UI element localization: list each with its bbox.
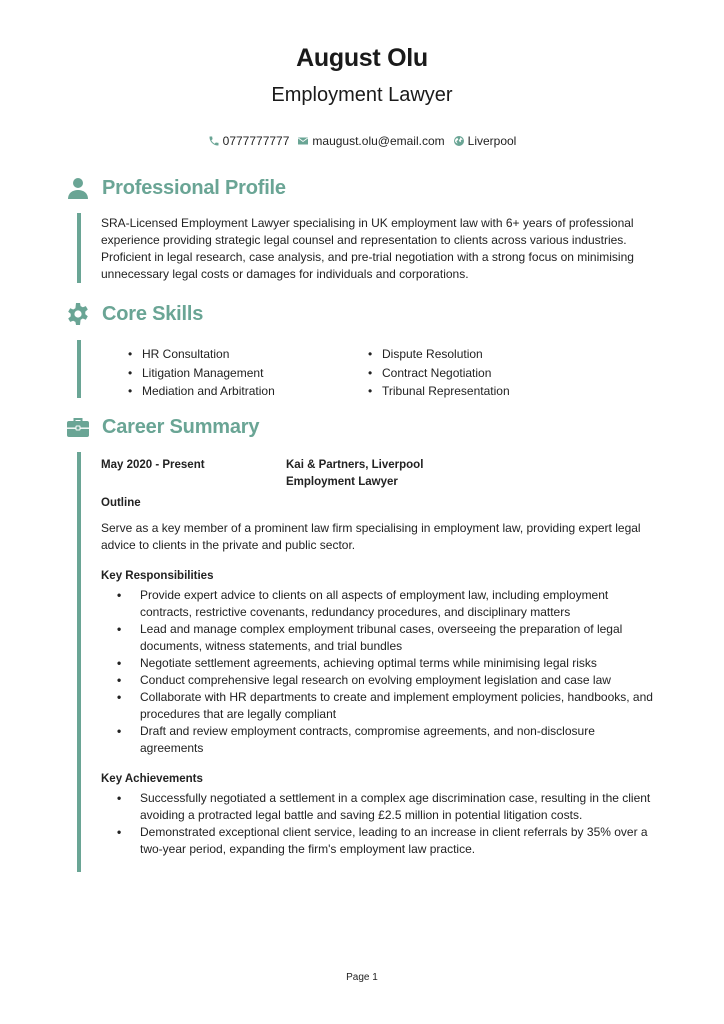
list-item: • Successfully negotiated a settlement in a complex age discrimination case, resulting in the client avoiding a protracted legal battle and saving £2.5 million in potential litigation costs. <box>101 790 661 824</box>
list-item: • Negotiate settlement agreements, achieving optimal terms while minimising legal risks <box>101 655 661 672</box>
achievements-list <box>101 790 661 858</box>
list-item: • Collaborate with HR departments to create and implement employment policies, handbooks, and procedures that are legally compliant <box>101 689 661 723</box>
profile-accent-bar <box>77 213 81 283</box>
skills-grid <box>128 345 608 401</box>
skill-item: • HR Consultation <box>128 345 368 364</box>
career-section-title: Career Summary <box>102 415 260 438</box>
skill-item: • Mediation and Arbitration <box>128 382 368 401</box>
envelope-icon <box>297 135 309 147</box>
location-text: Liverpool <box>467 134 517 148</box>
email-text: maugust.olu@email.com <box>312 134 445 148</box>
globe-icon <box>453 135 465 147</box>
achievements-heading: Key Achievements <box>101 773 203 785</box>
list-item: • Draft and review employment contracts, compromise agreements, and non-disclosure agreements <box>101 723 661 757</box>
phone-text: 0777777777 <box>222 134 290 148</box>
skill-item: • Dispute Resolution <box>368 345 608 364</box>
candidate-name: August Olu <box>296 44 428 72</box>
briefcase-icon <box>66 415 90 439</box>
job-dates: May 2020 - Present <box>101 459 205 471</box>
skills-column-left <box>128 345 368 401</box>
skill-item: • Contract Negotiation <box>368 364 608 383</box>
responsibilities-heading: Key Responsibilities <box>101 570 214 582</box>
job-company: Kai & Partners, Liverpool <box>286 459 424 471</box>
page-number: Page 1 <box>346 972 378 983</box>
contact-line <box>0 134 724 148</box>
person-icon <box>66 176 90 200</box>
contact-email <box>297 134 444 148</box>
skill-item: • Tribunal Representation <box>368 382 608 401</box>
candidate-role: Employment Lawyer <box>271 84 453 106</box>
outline-text: Serve as a key member of a prominent law firm specialising in employment law, providing expert legal advice to clients in the private and public sector. <box>101 521 641 552</box>
profile-text: SRA-Licensed Employment Lawyer specialising in UK employment law with 6+ years of professional experience providing strategic legal counsel and representation to clients across various industries. Proficient in legal research, case analysis, and pre-trial negotiation with a strong focus on minimising unnecessary legal costs or damages for individuals and corporations. <box>101 216 634 281</box>
contact-phone <box>208 134 290 148</box>
phone-icon <box>208 135 220 147</box>
job-title: Employment Lawyer <box>286 476 398 488</box>
gear-icon <box>66 302 90 326</box>
outline-heading: Outline <box>101 497 141 509</box>
career-accent-bar <box>77 452 81 872</box>
profile-section-title: Professional Profile <box>102 176 286 199</box>
list-item: • Provide expert advice to clients on all aspects of employment law, including employment contracts, restrictive covenants, redundancy procedures, and disciplinary matters <box>101 587 661 621</box>
list-item: • Lead and manage complex employment tribunal cases, overseeing the preparation of legal documents, witness statements, and trial bundles <box>101 621 661 655</box>
skills-section-header <box>66 302 203 326</box>
list-item: • Conduct comprehensive legal research on evolving employment legislation and case law <box>101 672 661 689</box>
profile-section-header <box>66 176 286 200</box>
skill-item: • Litigation Management <box>128 364 368 383</box>
contact-location <box>453 134 517 148</box>
skills-section-title: Core Skills <box>102 302 204 325</box>
skills-column-right <box>368 345 608 401</box>
responsibilities-list <box>101 587 661 757</box>
list-item: • Demonstrated exceptional client service, leading to an increase in client referrals by 35% over a two-year period, expanding the firm's employment law practice. <box>101 824 661 858</box>
career-section-header <box>66 415 259 439</box>
skills-accent-bar <box>77 340 81 398</box>
